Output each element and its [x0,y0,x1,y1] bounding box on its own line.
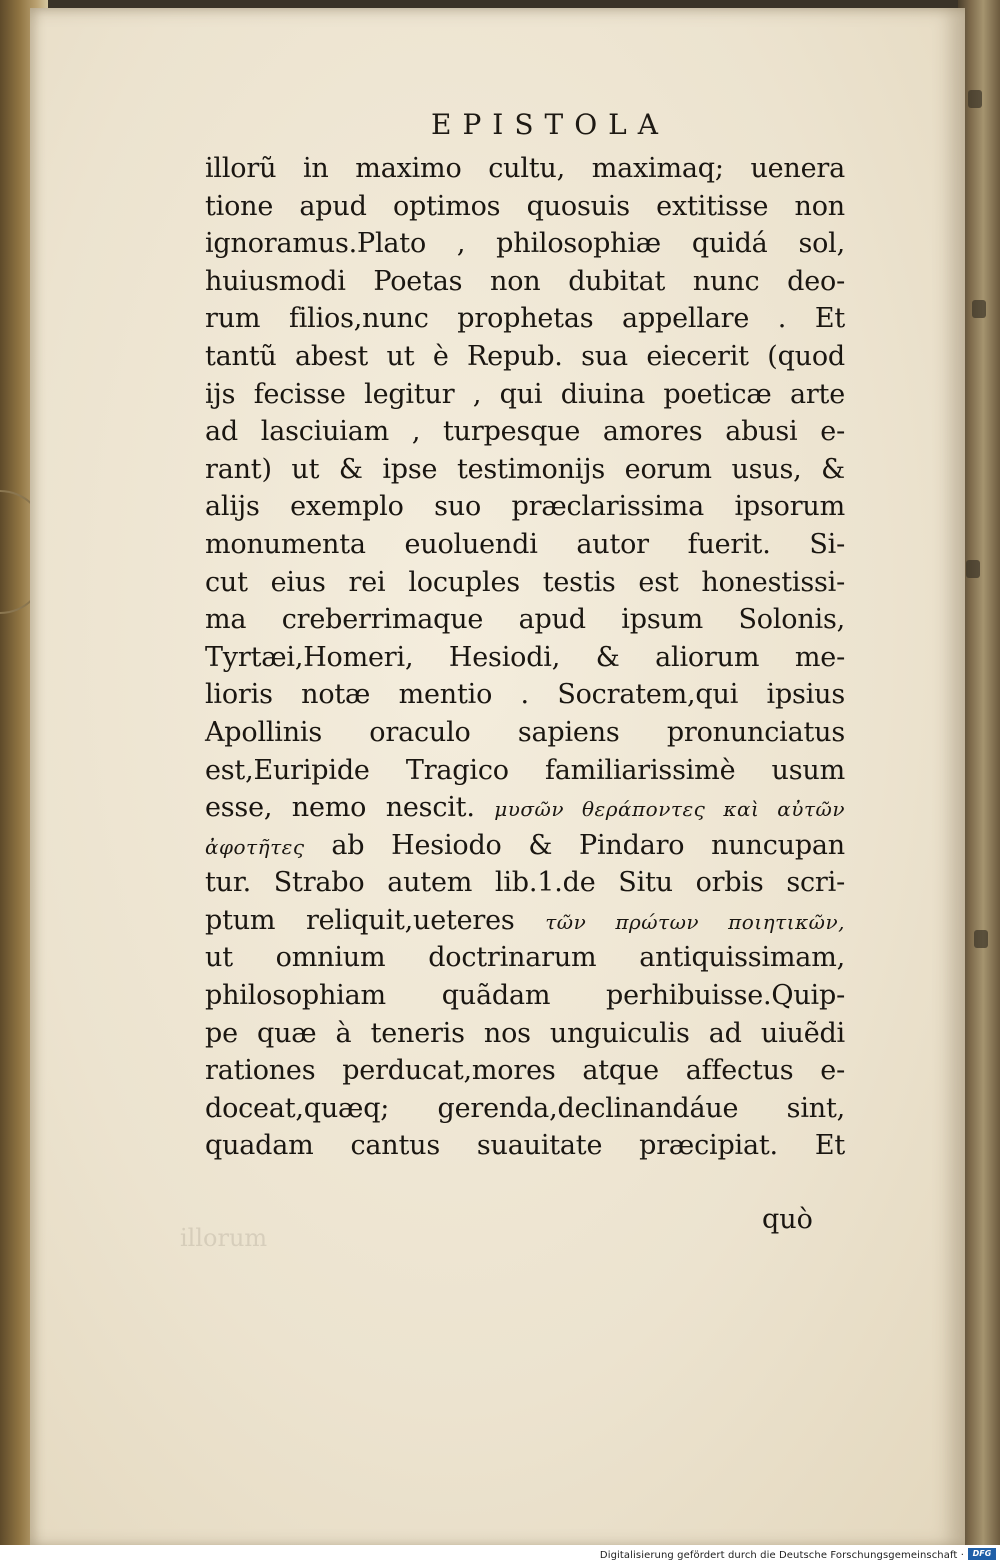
edge-mark [968,90,982,108]
text-line: cut eius rei locuples testis est honestissi- [205,566,845,598]
text-line: doceat,quæq; gerenda,declinandáue sint, [205,1092,845,1124]
text-line: ijs fecisse legitur , qui diuina poeticæ arte [205,378,845,410]
text-line-with-greek [205,827,845,865]
text-line: ma creberrimaque apud ipsum Solonis, [205,604,845,636]
text-line: tione apud optimos quosuis extitisse non [205,190,845,222]
text-line-with-greek [205,789,845,827]
text-line: rationes perducat,mores atque affectus e- [205,1055,845,1087]
text-line: Apollinis oraculo sapiens pronunciatus [205,716,845,748]
text-line: rant) ut & ipse testimonijs eorum usus, & [205,453,845,485]
body-text [205,150,845,1165]
greek-fragment: ἀφοτῆτες [205,834,305,859]
text-line: ignoramus.Plato , philosophiæ quidá sol, [205,228,845,260]
text-line: tantũ abest ut è Repub. sua eiecerit (quod [205,340,845,372]
edge-mark [972,300,986,318]
text-line: quadam cantus suauitate præcipiat. Et [205,1130,845,1162]
footer-bar [0,1545,1000,1562]
running-head: EPISTOLA [431,108,669,141]
text-line: huiusmodi Poetas non dubitat nunc deo- [205,265,845,297]
text-line: Tyrtæi,Homeri, Hesiodi, & aliorum me- [205,641,845,673]
footer-credit: Digitalisierung gefördert durch die Deutsche Forschungsgemeinschaft · [599,1550,964,1561]
text-line: lioris notæ mentio . Socratem,qui ipsius [205,679,845,711]
text-line: monumenta euoluendi autor fuerit. Si- [205,528,845,560]
edge-mark [966,560,980,578]
text-line: tur. Strabo autem lib.1.de Situ orbis scri- [205,867,845,899]
text-line: alijs exemplo suo præclarissima ipsorum [205,491,845,523]
greek-fragment: τῶν πρώτων ποιητικῶν, [545,909,846,934]
latin-fragment: esse, nemo nescit. [205,792,475,824]
latin-fragment: ptum reliquit,ueteres [205,904,515,936]
text-line: illorũ in maximo cultu, maximaq; uenera [205,153,845,184]
text-line: ut omnium doctrinarum antiquissimam, [205,942,845,974]
text-line: rum filios,nunc prophetas appellare . Et [205,303,845,335]
dfg-logo-icon: DFG [968,1548,996,1560]
text-line-with-greek [205,902,845,940]
show-through-text: illorum [180,1224,268,1252]
text-line: pe quæ à teneris nos unguiculis ad uiuẽdi [205,1017,845,1049]
text-line: philosophiam quãdam perhibuisse.Quip- [205,980,845,1012]
greek-fragment: μυσῶν θεράποντες καὶ αὐτῶν [494,797,845,822]
catchword: quò [762,1204,813,1235]
text-line: est,Euripide Tragico familiarissimè usum [205,754,845,786]
text-line: ad lasciuiam , turpesque amores abusi e- [205,416,845,448]
latin-fragment: ab Hesiodo & Pindaro nuncupan [331,829,845,861]
edge-mark [974,930,988,948]
